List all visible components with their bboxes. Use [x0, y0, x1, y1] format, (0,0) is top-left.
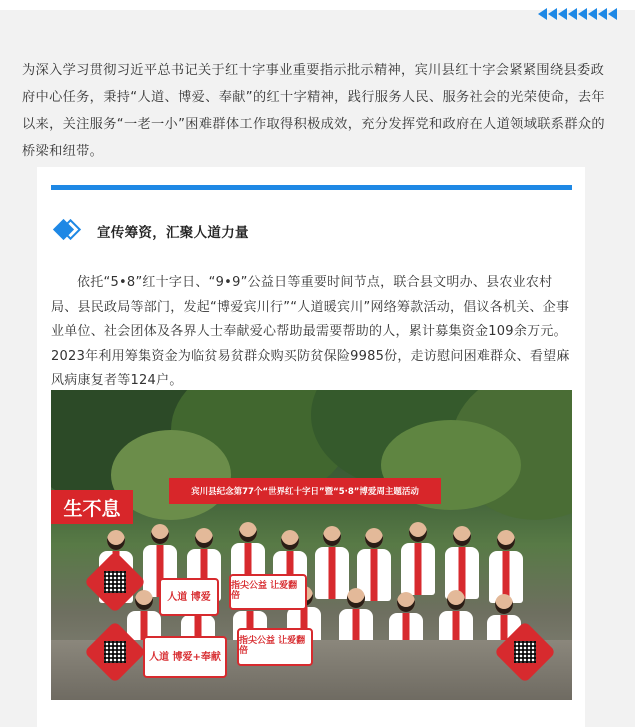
- arrow-left-icon: [588, 8, 597, 20]
- slogan-sign: 指尖公益 让爱翻倍: [229, 574, 307, 610]
- arrow-left-icon: [598, 8, 607, 20]
- section-heading: [53, 219, 249, 243]
- card-accent-bar: [51, 185, 572, 190]
- slogan-sign: 人道 博爱: [159, 578, 219, 616]
- banner-left: 生不息: [51, 490, 133, 524]
- banner-main: 宾川县纪念第77个“世界红十字日”暨“5·8”博爱周主题活动: [169, 478, 441, 504]
- arrow-left-icon: [608, 8, 617, 20]
- event-photo: [51, 390, 572, 700]
- section-body: 依托“5•8”红十字日、“9•9”公益日等重要时间节点，联合县文明办、县农业农村局、县民政局等部门，发起“博爱宾川行”“人道暖宾川”网络筹款活动，倡议各机关、企事业单位、社会团体及各界人士奉献爱心帮助最需要帮助的人，累计募集资金109余万元。2023年利用筹集资金为临贫易贫群众购买防贫保险9985份，走访慰问困难群众、看望麻风病康复者等124户。: [51, 275, 570, 388]
- arrow-left-icon: [538, 8, 547, 20]
- section-title: 宣传筹资，汇聚人道力量: [97, 225, 249, 241]
- intro-paragraph: 为深入学习贯彻习近平总书记关于红十字事业重要指示批示精神，宾川县红十字会紧紧围绕县委政府中心任务，秉持“人道、博爱、奉献”的红十字精神，践行服务人民、服务社会的光荣使命，去年以来，关注服务“一老一小”困难群体工作取得积极成效，充分发挥党和政府在人道领域联系群众的桥梁和纽带。: [22, 63, 605, 160]
- diamond-icon: [53, 219, 83, 243]
- arrow-left-icon: [548, 8, 557, 20]
- content-card: [37, 167, 585, 727]
- slogan-sign: 指尖公益 让爱翻倍: [237, 628, 313, 666]
- decorative-arrows: [538, 8, 617, 20]
- slogan-sign: 人道 博爱+奉献: [143, 636, 227, 678]
- arrow-left-icon: [578, 8, 587, 20]
- arrow-left-icon: [568, 8, 577, 20]
- arrow-left-icon: [558, 8, 567, 20]
